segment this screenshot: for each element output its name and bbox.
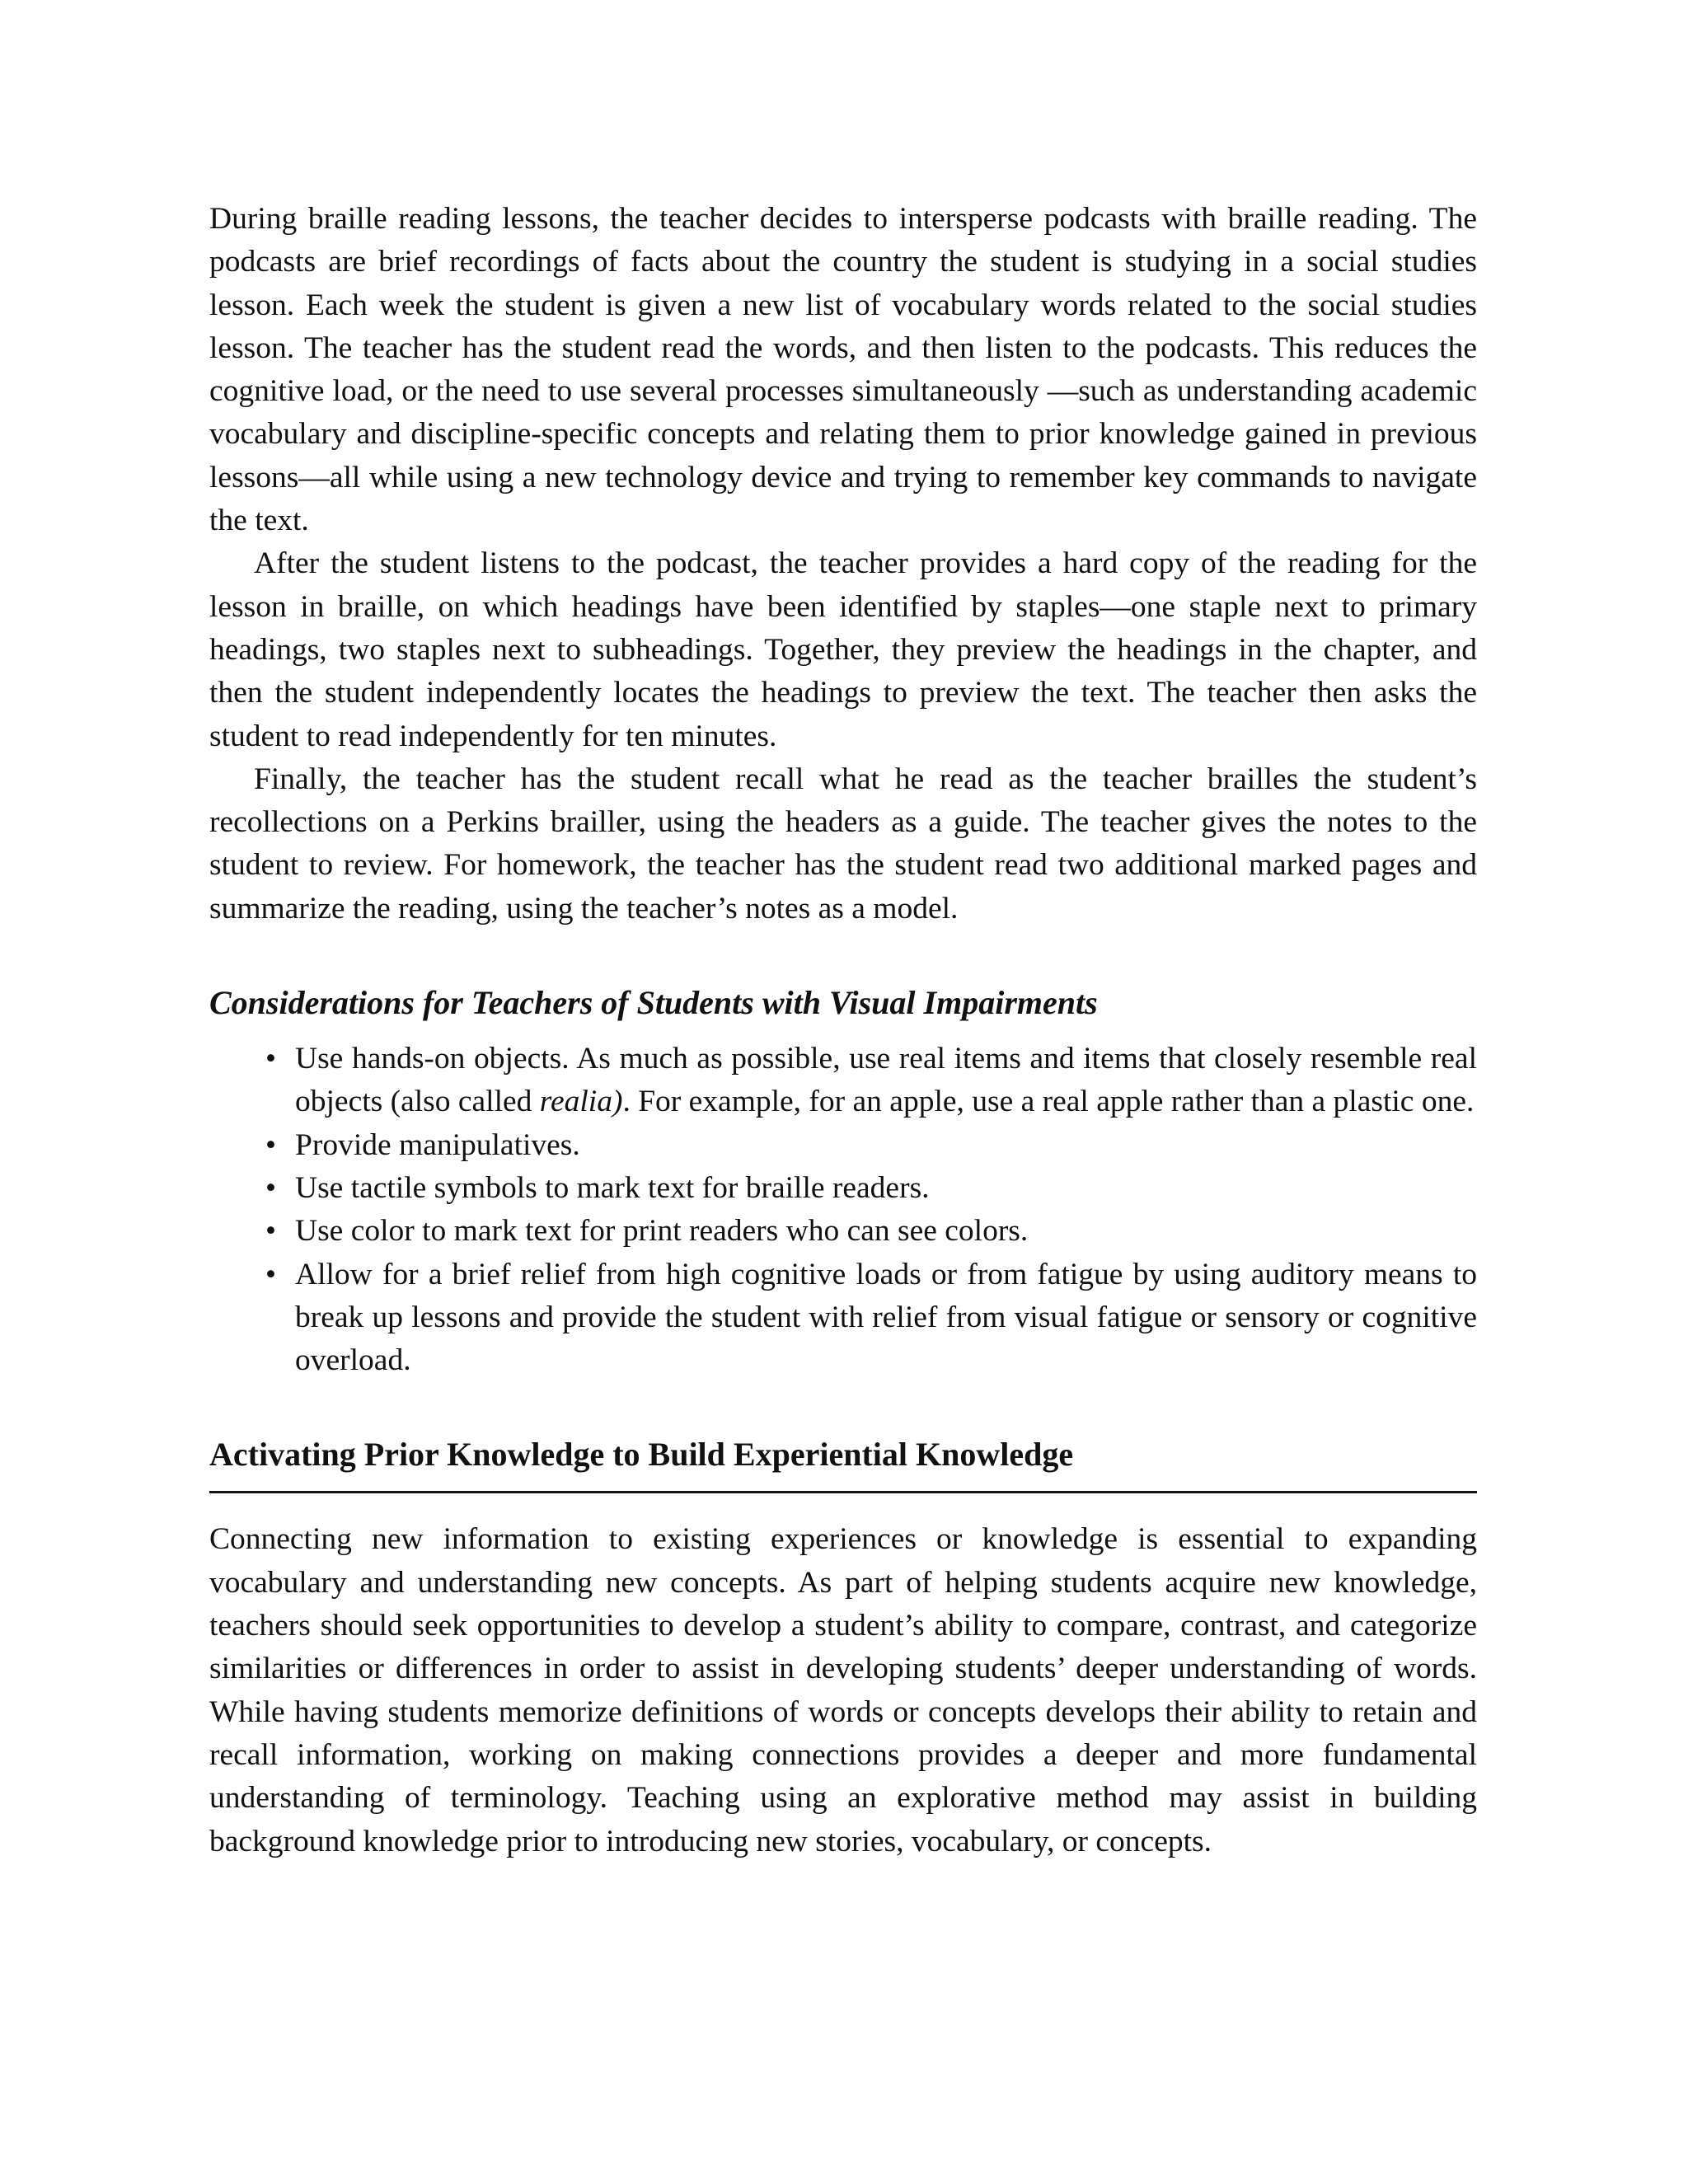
section-heading: Activating Prior Knowledge to Build Experiential Knowledge — [209, 1436, 1074, 1474]
body-paragraph-prior-knowledge: Connecting new information to existing experiences or knowledge is essential to expanding vocabulary and understanding new concepts. As part of helping students acquire new knowledge, teachers should seek opportunities to develop a student’s ability to compare, contrast, and categorize similarities or differences in order to assist in developing students’ deeper understanding of words. While having students memorize definitions of words or concepts develops their ability to retain and recall information, working on making connections provides a deeper and more fundamental understanding of terminology. Teaching using an explorative method may assist in building background knowledge prior to introducing new stories, vocabulary, or concepts. — [209, 1522, 1477, 1858]
bullet-icon: • — [265, 1214, 276, 1249]
body-paragraph-hard-copy: After the student listens to the podcast, the teacher provides a hard copy of the reading for the lesson in braille, on which headings have been identified by staples—one staple next to primary headings, two staples next to subheadings. Together, they preview the headings in the chapter, and then the student independently locates the headings to preview the text. The teacher then asks the student to read independently for ten minutes. — [209, 546, 1477, 753]
list-item-manipulatives — [209, 1124, 1477, 1167]
list-item-text-start: Use hands-on objects. As much as possible, use real items and items that closely resemble real objects (also called — [295, 1042, 1477, 1119]
considerations-list — [209, 1038, 1477, 1382]
list-item-color — [209, 1210, 1477, 1253]
bullet-icon: • — [265, 1257, 276, 1291]
list-item-italic-term: realia) — [539, 1085, 623, 1119]
considerations-heading: Considerations for Teachers of Students with Visual Impairments — [209, 984, 1098, 1022]
list-item-text: Use color to mark text for print readers who can see colors. — [295, 1214, 1029, 1249]
bullet-icon: • — [265, 1170, 276, 1205]
list-item-text: Allow for a brief relief from high cognitive loads or from fatigue by using auditory means to break up lessons and provide the student with relief from visual fatigue or sensory or cognitive overload. — [295, 1257, 1477, 1378]
body-paragraph-podcasts: During braille reading lessons, the teacher decides to intersperse podcasts with braille reading. The podcasts are brief recordings of facts about the country the student is studying in a social studies lesson. Each week the student is given a new list of vocabulary words related to the social studies lesson. The teacher has the student read the words, and then listen to the podcasts. This reduces the cognitive load, or the need to use several processes simultaneously —such as understanding academic vocabulary and discipline-specific concepts and relating them to prior knowledge gained in previous lessons—all while using a new technology device and trying to remember key commands to navigate the text. — [209, 202, 1477, 538]
section-divider — [209, 1491, 1477, 1493]
list-item-text: Provide manipulatives. — [295, 1127, 580, 1162]
list-item-relief — [209, 1254, 1477, 1383]
bullet-icon: • — [265, 1127, 276, 1162]
document-page — [209, 198, 1477, 1863]
list-item-hands-on — [209, 1038, 1477, 1124]
bullet-icon: • — [265, 1042, 276, 1076]
list-item-text-end: . For example, for an apple, use a real apple rather than a plastic one. — [622, 1085, 1475, 1119]
list-item-tactile-symbols — [209, 1167, 1477, 1210]
body-paragraph-recall: Finally, the teacher has the student recall what he read as the teacher brailles the student’s recollections on a Perkins brailler, using the headers as a guide. The teacher gives the notes to the student to review. For homework, the teacher has the student read two additional marked pages and summarize the reading, using the teacher’s notes as a model. — [209, 762, 1477, 926]
list-item-text: Use tactile symbols to mark text for braille readers. — [295, 1170, 930, 1205]
